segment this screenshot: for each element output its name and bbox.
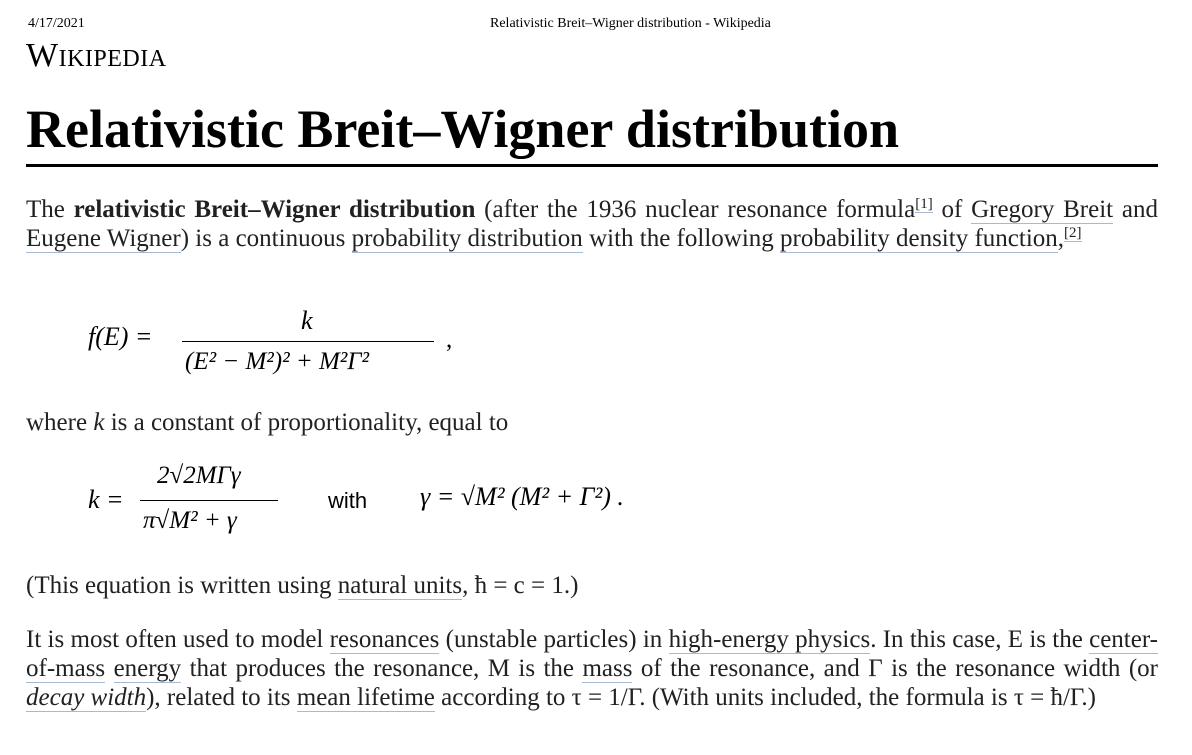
intro-paragraph <box>26 195 1158 253</box>
formula-k-numerator: 2√2MΓγ <box>157 462 241 489</box>
page-title: Relativistic Breit–Wigner distribution <box>26 96 1158 167</box>
usage-text-8: according to τ = 1/Γ. (With units included, the formula is τ = ħ/Γ.) <box>434 684 1096 711</box>
units-text-1: (This equation is written using <box>26 572 338 599</box>
formula-pdf-fraction-bar <box>182 341 434 342</box>
where-k-symbol: k <box>93 409 105 436</box>
formula-pdf-comma: , <box>446 326 453 353</box>
natural-units-note <box>26 571 1158 600</box>
usage-text-1: It is most often used to model <box>26 626 330 653</box>
mean-lifetime-link[interactable]: mean lifetime <box>296 684 435 711</box>
intro-text-4: and <box>1113 196 1158 223</box>
usage-text-2: (unstable particles) in <box>439 626 669 653</box>
usage-text-5: that produces the resonance, M is the <box>181 655 583 682</box>
units-text-2: , ħ = c = 1.) <box>462 572 579 599</box>
probability-distribution-link[interactable]: probability distribution <box>351 225 583 252</box>
where-sentence <box>26 408 1158 437</box>
formula-k-fraction-bar <box>140 500 278 501</box>
formula-pdf-numerator: k <box>301 306 313 335</box>
intro-bold-term: relativistic Breit–Wigner distribution <box>73 196 476 223</box>
where-text-2: is a constant of proportionality, equal to <box>104 409 509 436</box>
usage-text-6: of the resonance, and Γ is the resonance width (or <box>632 655 1158 682</box>
usage-text-7: ), related to its <box>146 684 297 711</box>
reference-2-link[interactable]: [2] <box>1064 224 1082 241</box>
where-text-1: where <box>26 409 94 436</box>
formula-pdf-denominator: (E² − M²)² + M²Γ² <box>185 348 370 375</box>
high-energy-physics-link[interactable]: high-energy physics <box>668 626 871 653</box>
intro-text-2: (after the 1936 nuclear resonance formula <box>475 196 916 223</box>
center-of-mass-link[interactable]: center-of-mass <box>26 626 1158 682</box>
mass-link[interactable]: mass <box>582 655 633 682</box>
intro-text-3: of <box>932 196 972 223</box>
intro-text-1: The <box>26 196 74 223</box>
probability-density-function-link[interactable]: probability density function <box>780 225 1058 252</box>
formula-gamma-definition: γ = √M² (M² + Γ²) . <box>420 482 624 511</box>
intro-text-7: , <box>1057 225 1065 252</box>
formula-k-lhs: k = <box>88 485 124 514</box>
usage-text-3: . In this case, E is the <box>870 626 1090 653</box>
decay-width-link[interactable]: decay width <box>26 684 147 711</box>
wikipedia-wordmark[interactable]: Wikipedia <box>26 37 167 74</box>
print-page-title: Relativistic Breit–Wigner distribution - Wikipedia <box>490 16 771 31</box>
formula-k-denominator: π√M² + γ <box>143 507 237 534</box>
usage-paragraph <box>26 625 1158 712</box>
formula-pdf-lhs: f(E) = <box>88 322 153 351</box>
intro-text-5: ) is a continuous <box>180 225 352 252</box>
natural-units-link[interactable]: natural units <box>337 572 463 599</box>
reference-1-link[interactable]: [1] <box>915 195 933 212</box>
gregory-breit-link[interactable]: Gregory Breit <box>971 196 1114 223</box>
resonances-link[interactable]: resonances <box>329 626 440 653</box>
intro-text-6: with the following <box>582 225 781 252</box>
eugene-wigner-link[interactable]: Eugene Wigner <box>26 225 181 252</box>
formula-with-word: with <box>328 488 368 513</box>
print-date: 4/17/2021 <box>28 16 85 31</box>
usage-text-4 <box>105 655 113 682</box>
energy-link[interactable]: energy <box>113 655 182 682</box>
